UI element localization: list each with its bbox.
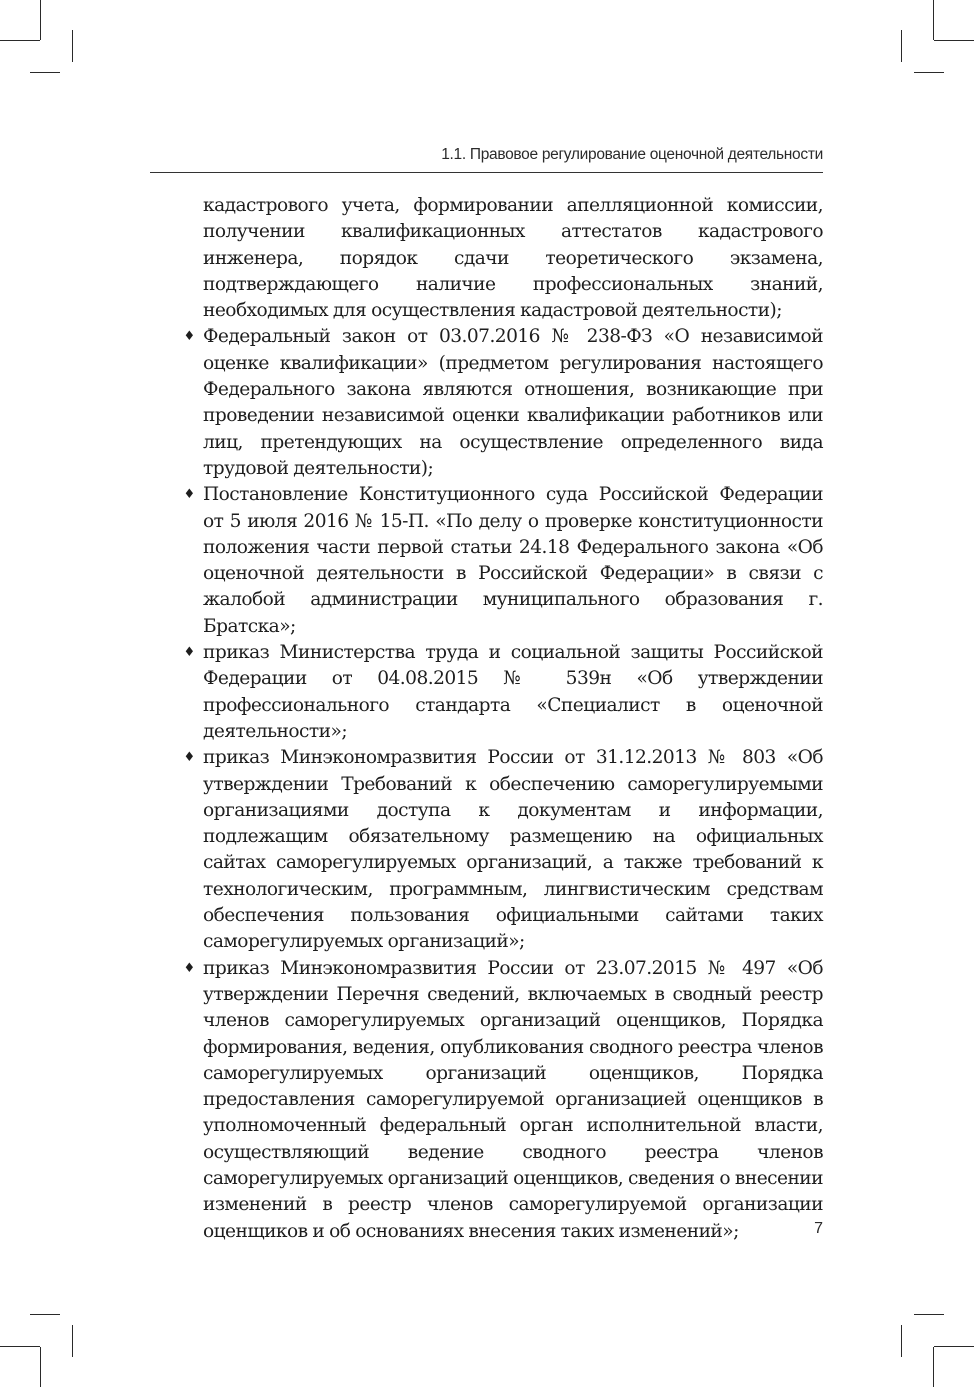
list-item-text: Постановление Конституционного суда Российской Федерации от 5 июля 2016 № 15-П. «По делу о проверке конституционности положения части первой статьи 24.18 Федерального закона «Об оценочной деятельности в Российской Федерации» в связи с жалобой администрации муниципального образования г. Братска»; bbox=[203, 484, 823, 637]
list-item-text: приказ Министерства труда и социальной защиты Российской Федерации от 04.08.2015 № 539н «Об утверждении профессионального стандарта «Специалист в оценочной деятельности»; bbox=[203, 642, 823, 742]
crop-mark-bottom-left-h bbox=[30, 1314, 60, 1315]
diamond-bullet-icon: ♦ bbox=[183, 750, 195, 766]
diamond-bullet-icon: ♦ bbox=[183, 960, 195, 976]
crop-mark-bottom-right-v2 bbox=[933, 1347, 934, 1387]
crop-mark-top-left-v bbox=[40, 0, 41, 40]
header-rule bbox=[150, 172, 823, 173]
page-number: 7 bbox=[814, 1220, 823, 1237]
list-item bbox=[181, 745, 823, 955]
crop-mark-top-right-h bbox=[934, 40, 974, 41]
list-item-text: приказ Минэкономразвития России от 23.07.2015 № 497 «Об утверждении Перечня сведений, включаемых в сводный реестр членов саморегулируемых организаций оценщиков, Порядка формирования, ведения, опубликования сводного реестра членов саморегулируемых организаций оценщиков, Порядка предоставления саморегулируемой организацией оценщиков в уполномоченный федеральный орган исполнительной власти, осуществляющий ведение сводного реестра членов саморегулируемых организаций оценщиков, сведения о внесении изменений в реестр членов саморегулируемой организации оценщиков и об основаниях внесения таких изменений»; bbox=[203, 957, 823, 1242]
crop-mark-bottom-right-v bbox=[901, 1325, 902, 1357]
list-item bbox=[181, 482, 823, 640]
crop-mark-top-left-v2 bbox=[72, 30, 73, 62]
crop-mark-top-left-h bbox=[0, 40, 40, 41]
crop-mark-top-right-v2 bbox=[901, 30, 902, 62]
continuation-paragraph: кадастрового учета, формировании апелляционной комиссии, получении квалификационных аттестатов кадастрового инженера, порядок сдачи теоретического экзамена, подтверждающего наличие профессиональных знаний, необходимых для осуществления кадастровой деятельности); bbox=[203, 195, 823, 322]
list-item bbox=[181, 324, 823, 482]
list-item bbox=[181, 640, 823, 745]
legal-acts-list bbox=[181, 324, 823, 1244]
diamond-bullet-icon: ♦ bbox=[183, 487, 195, 503]
list-item bbox=[181, 956, 823, 1245]
crop-mark-bottom-left-h2 bbox=[0, 1346, 40, 1347]
crop-mark-bottom-left-v bbox=[72, 1325, 73, 1357]
list-item-text: Федеральный закон от 03.07.2016 № 238-ФЗ «О независимой оценке квалификации» (предметом регулирования настоящего Федерального закона являются отношения, возникающие при проведении независимой оценки квалификации работников или лиц, претендующих на осуществление определенного вида трудовой деятельности); bbox=[203, 326, 823, 479]
crop-mark-top-right-v bbox=[933, 0, 934, 40]
running-header-title: 1.1. Правовое регулирование оценочной деятельности bbox=[441, 146, 823, 163]
page-body bbox=[181, 193, 823, 1245]
list-item-text: приказ Минэкономразвития России от 31.12.2013 № 803 «Об утверждении Требований к обеспечению саморегулируемыми организациями доступа к документам и информации, подлежащим обязательному размещению на официальных сайтах саморегулируемых организаций, а также требований к технологическим, программным, лингвистическим средствам обеспечения пользования официальными сайтами таких саморегулируемых организаций»; bbox=[203, 747, 823, 953]
diamond-bullet-icon: ♦ bbox=[183, 329, 195, 345]
crop-mark-top-right-h2 bbox=[914, 72, 944, 73]
crop-mark-top-left-h2 bbox=[30, 72, 60, 73]
crop-mark-bottom-right-h bbox=[914, 1314, 944, 1315]
crop-mark-bottom-right-h2 bbox=[934, 1346, 974, 1347]
diamond-bullet-icon: ♦ bbox=[183, 645, 195, 661]
crop-mark-bottom-left-v2 bbox=[40, 1347, 41, 1387]
